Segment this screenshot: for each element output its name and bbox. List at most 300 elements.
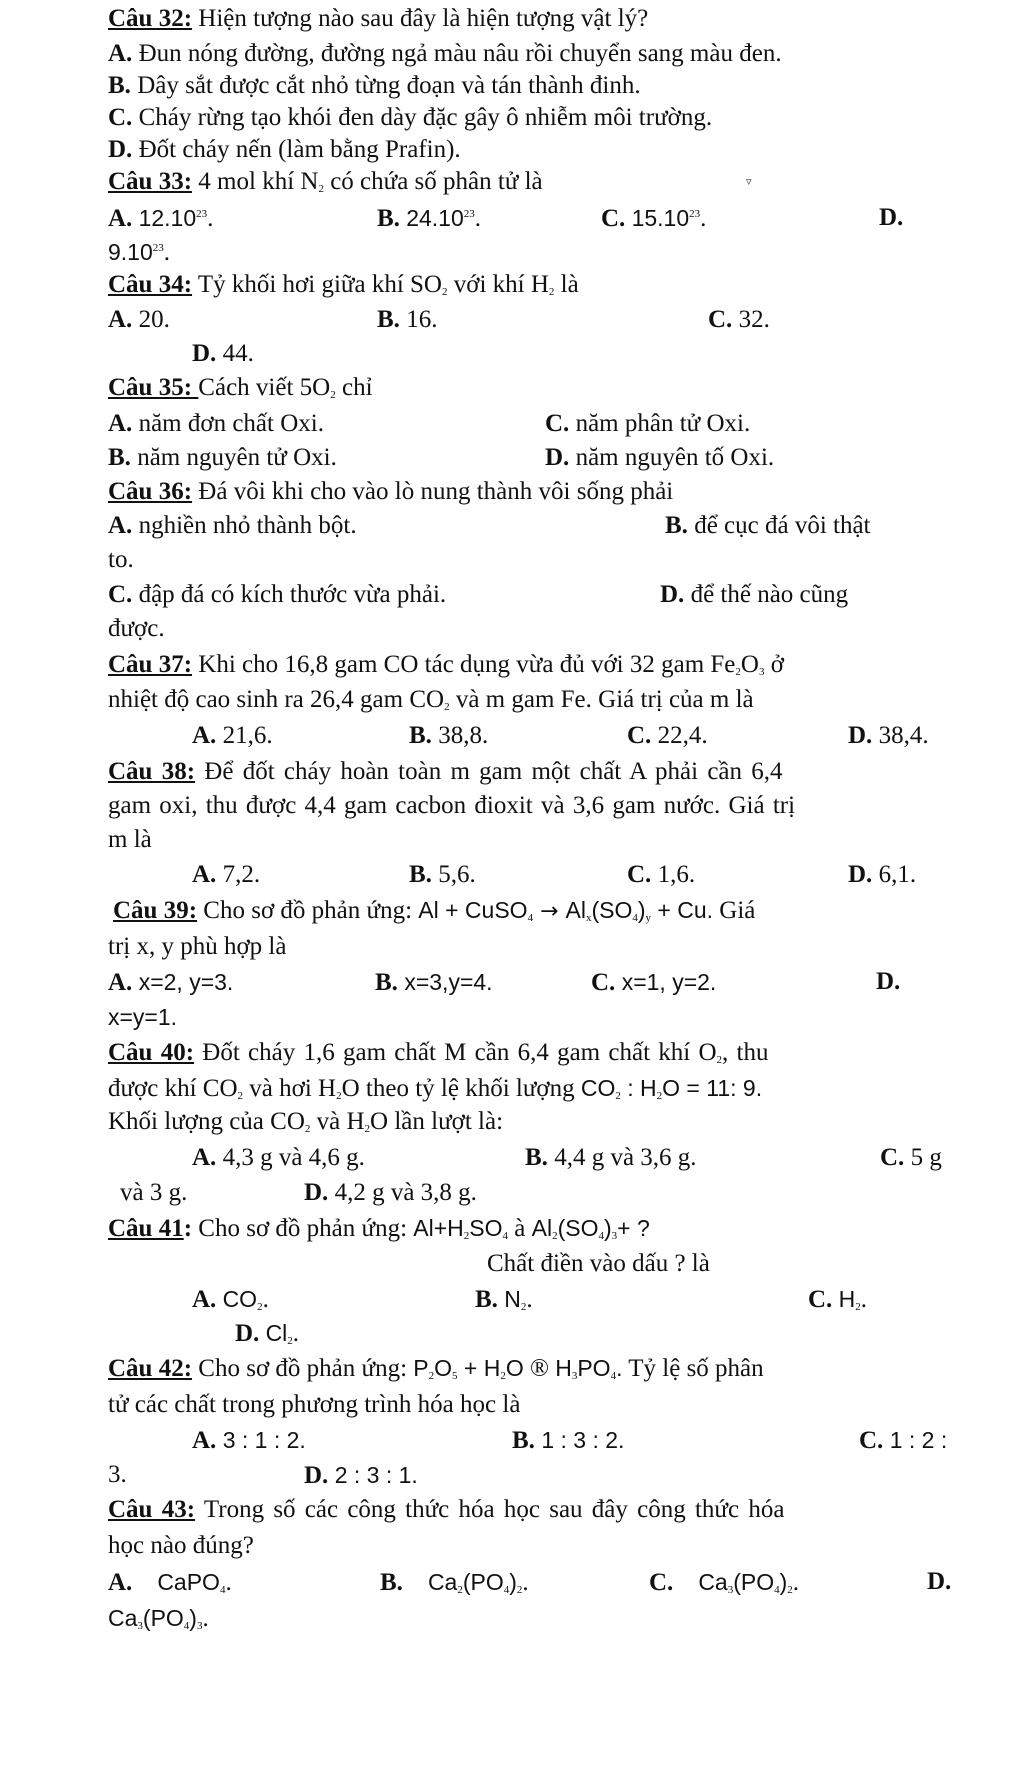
option-text: x=2, y=3. xyxy=(132,969,234,995)
q43-option-d xyxy=(927,1567,951,1597)
option-key: D. xyxy=(545,444,570,471)
option-key: C. xyxy=(808,1286,833,1313)
q35-option-a xyxy=(108,409,324,439)
formula: SO xyxy=(469,1215,503,1241)
stem-text: là xyxy=(554,271,579,298)
option-key: C. xyxy=(591,969,616,996)
option-key: A. xyxy=(192,861,217,888)
q34-option-d xyxy=(192,339,254,369)
subscript: 2 xyxy=(257,1301,263,1313)
question-40-stem xyxy=(108,1038,768,1068)
option-text: 1,6. xyxy=(651,861,696,888)
question-40-stem-line2 xyxy=(108,1073,762,1104)
option-text: 22,4. xyxy=(651,722,708,749)
question-41-label: Câu 41 xyxy=(108,1215,184,1242)
exponent: 23 xyxy=(463,208,475,220)
question-34-label: Câu 34: xyxy=(108,271,193,298)
stem-text: Cho sơ đồ phản ứng: xyxy=(197,897,419,924)
subscript: 2 xyxy=(520,1301,527,1313)
stem-text: Khối lượng của CO xyxy=(108,1108,305,1135)
subscript: 2 xyxy=(304,1123,311,1135)
option-key: C. xyxy=(627,722,652,749)
question-38-stem-line3: m là xyxy=(108,826,152,853)
option-value: 1 : 2 : xyxy=(883,1427,948,1453)
option-value: CaPO xyxy=(157,1569,220,1595)
q37-option-c xyxy=(627,721,708,751)
q42-option-a xyxy=(192,1425,306,1456)
question-35-label: Câu 35: xyxy=(108,374,199,401)
exponent: 23 xyxy=(152,242,164,254)
subscript: 4 xyxy=(502,1230,508,1242)
subscript: 2 xyxy=(552,1230,558,1242)
option-value: H xyxy=(838,1286,856,1312)
stem-text: Cách viết 5O xyxy=(198,374,331,401)
stem-text: ở xyxy=(764,651,784,678)
stem-text: , thu xyxy=(722,1039,769,1066)
option-text: năm nguyên tố Oxi. xyxy=(569,444,775,471)
q34-option-b xyxy=(377,305,437,335)
formula: O = 11: 9. xyxy=(662,1075,763,1101)
stem-text: Tỷ lệ số phân xyxy=(622,1355,764,1382)
formula: + Cu. xyxy=(651,897,714,923)
stem-text: với khí H xyxy=(447,271,549,298)
subscript: 2 xyxy=(548,286,555,298)
q40-option-c-cont: và 3 g. xyxy=(120,1179,188,1206)
q35-option-c xyxy=(545,409,750,439)
q39-option-d xyxy=(876,967,900,997)
stem-text: Khi cho 16,8 gam CO tác dụng vừa đủ với 32 gam Fe xyxy=(192,651,736,678)
triangle-marker-icon: ▿ xyxy=(746,175,752,188)
option-end: . xyxy=(526,1286,533,1313)
stem-text: Đốt cháy 1,6 gam chất M cần 6,4 gam chất khí O xyxy=(194,1039,717,1066)
subscript: 2 xyxy=(615,1090,621,1102)
q41-option-b xyxy=(475,1284,533,1315)
option-key: A. xyxy=(108,205,133,232)
question-33-stem xyxy=(108,167,543,197)
stem-text: Trong số các công thức hóa học sau đây công thức hóa xyxy=(195,1496,785,1523)
reaction-arrow-icon: ® xyxy=(523,1355,556,1382)
subscript: 2 xyxy=(444,701,450,713)
option-key: D. xyxy=(192,340,217,367)
stem-text: có chứa số phân tử là xyxy=(323,168,543,195)
subscript: 3 xyxy=(758,666,765,678)
option-key: B. xyxy=(409,861,432,888)
option-key: B. xyxy=(377,205,400,232)
q32-option-b xyxy=(108,71,641,101)
subscript: 2 xyxy=(457,1584,463,1596)
subscript: 3 xyxy=(727,1584,734,1596)
q41-option-d xyxy=(235,1318,299,1349)
subscript: 2 xyxy=(500,1370,506,1382)
question-37-label: Câu 37: xyxy=(108,651,193,678)
option-key: A. xyxy=(192,1286,217,1313)
option-end: . xyxy=(262,1286,269,1313)
q38-option-b xyxy=(409,860,476,890)
subscript: 2 xyxy=(428,1370,435,1382)
option-text: để thế nào cũng xyxy=(684,581,849,608)
option-text: Đun nóng đường, đường ngả màu nâu rồi chuyển sang màu đen. xyxy=(132,40,782,67)
q41-option-a xyxy=(192,1284,269,1315)
subscript: 4 xyxy=(527,912,534,924)
formula: . xyxy=(616,1355,623,1381)
subscript: 2 xyxy=(287,1335,293,1347)
question-40-label: Câu 40: xyxy=(108,1039,195,1066)
q36-option-b-cont: to. xyxy=(108,546,134,573)
question-38-stem xyxy=(108,757,783,787)
option-key: C. xyxy=(108,104,133,131)
question-39-stem-line2: trị x, y phù hợp là xyxy=(108,933,287,960)
option-text: x=3,y=4. xyxy=(397,969,493,995)
option-text: năm nguyên tử Oxi. xyxy=(130,444,337,471)
option-end: . xyxy=(474,205,481,232)
question-35-stem xyxy=(108,373,373,403)
option-text: 4,3 g và 4,6 g. xyxy=(216,1144,365,1171)
option-end: . xyxy=(207,205,214,232)
question-42-stem xyxy=(108,1353,764,1384)
option-key: A. xyxy=(108,40,133,67)
option-key: D. xyxy=(876,968,901,995)
option-key: C. xyxy=(859,1427,884,1454)
option-text: năm phân tử Oxi. xyxy=(569,410,751,437)
subscript: 2 xyxy=(516,1584,523,1596)
stem-text: Giá xyxy=(713,897,756,924)
q42-option-b xyxy=(512,1425,624,1456)
stem-text: Để đốt cháy hoàn toàn m gam một chất A phải cần 6,4 xyxy=(195,758,783,785)
subscript: 2 xyxy=(330,389,336,401)
formula: O xyxy=(434,1355,452,1381)
q38-option-c xyxy=(627,860,695,890)
q40-option-b xyxy=(525,1143,697,1173)
stem-text: nhiệt độ cao sinh ra 26,4 gam CO xyxy=(108,686,445,713)
question-41-stem-line2: Chất điền vào dấu ? là xyxy=(487,1250,710,1277)
option-value: CO xyxy=(222,1286,258,1312)
q39-option-d-value: x=y=1. xyxy=(108,1004,178,1030)
option-value: (PO xyxy=(733,1569,775,1595)
subscript: 3 xyxy=(137,1620,143,1632)
subscript: x xyxy=(585,912,592,924)
formula: Al xyxy=(531,1215,553,1241)
stem-text: và m gam Fe. Giá trị của m là xyxy=(449,686,754,713)
stem-text: chỉ xyxy=(335,374,373,401)
option-key: A. xyxy=(108,1569,133,1596)
subscript: 3 xyxy=(571,1370,578,1382)
q42-option-c-cont: 3. xyxy=(108,1461,127,1488)
formula: Al + CuSO xyxy=(418,897,528,923)
option-text: 5 g xyxy=(904,1144,942,1171)
option-text: 5,6. xyxy=(431,861,476,888)
subscript: 4 xyxy=(219,1584,226,1596)
option-key: B. xyxy=(375,969,398,996)
stem-text: và hơi H xyxy=(243,1075,337,1102)
question-40-stem-line3 xyxy=(108,1107,503,1137)
question-38-stem-line2: gam oxi, thu được 4,4 gam cacbon đioxit và 3,6 gam nước. Giá trị xyxy=(108,792,796,819)
option-key: A. xyxy=(192,1427,217,1454)
option-key: B. xyxy=(665,512,688,539)
stem-text: Cho sơ đồ phản ứng: xyxy=(192,1355,414,1382)
option-text: 20. xyxy=(132,306,170,333)
option-value: (PO xyxy=(142,1605,184,1631)
q43-option-c xyxy=(649,1567,799,1598)
option-text: 6,1. xyxy=(872,861,917,888)
q42-option-c xyxy=(859,1425,947,1456)
subscript: 2 xyxy=(716,1054,723,1066)
option-key: D. xyxy=(108,136,133,163)
q37-option-a xyxy=(192,721,273,751)
option-text: Cháy rừng tạo khói đen dày đặc gây ô nhiễm môi trường. xyxy=(132,104,713,131)
formula: P xyxy=(413,1355,429,1381)
subscript: 2 xyxy=(855,1301,861,1313)
q36-option-c xyxy=(108,580,446,610)
subscript: 4 xyxy=(774,1584,780,1596)
question-32-text: Hiện tượng nào sau đây là hiện tượng vật lý? xyxy=(192,5,649,32)
formula: ) xyxy=(637,897,646,923)
option-end: . xyxy=(292,1320,300,1347)
stem-text: Tỷ khối hơi giữa khí SO xyxy=(192,271,442,298)
question-39-label: Câu 39: xyxy=(113,897,198,924)
question-38-label: Câu 38: xyxy=(108,758,196,785)
subscript: 4 xyxy=(503,1584,510,1596)
q40-option-a xyxy=(192,1143,365,1173)
subscript: 2 xyxy=(787,1584,793,1596)
formula: CO xyxy=(580,1075,616,1101)
stem-text: Đá vôi khi cho vào lò nung thành vôi sống phải xyxy=(192,478,674,505)
subscript: 3 xyxy=(196,1620,203,1632)
option-end: . xyxy=(792,1569,800,1596)
reaction-arrow-icon: → xyxy=(533,899,566,924)
option-value: ) xyxy=(509,1569,517,1595)
option-key: A. xyxy=(192,1144,217,1171)
option-key: B. xyxy=(525,1144,548,1171)
option-key: D. xyxy=(660,581,685,608)
q32-option-c xyxy=(108,103,712,133)
q33-option-d xyxy=(879,203,903,233)
option-key: D. xyxy=(927,1568,952,1595)
subscript: 2 xyxy=(318,183,324,195)
formula: (SO xyxy=(591,897,633,923)
option-value: Cl xyxy=(265,1320,288,1346)
q43-option-d-value xyxy=(108,1603,209,1634)
stem-text: Cho sơ đồ phản ứng: xyxy=(192,1215,414,1242)
subscript: 2 xyxy=(336,1090,342,1102)
option-key: C. xyxy=(649,1569,674,1596)
question-32-stem xyxy=(108,4,648,34)
q43-option-a xyxy=(108,1567,232,1598)
formula: + ? xyxy=(617,1215,650,1241)
option-value: Ca xyxy=(427,1569,458,1595)
q35-option-d xyxy=(545,443,774,473)
q36-option-d xyxy=(660,580,848,610)
q42-option-d xyxy=(304,1460,418,1491)
option-key: B. xyxy=(409,722,432,749)
q38-option-a xyxy=(192,860,260,890)
option-end: . xyxy=(522,1569,529,1596)
option-key: A. xyxy=(108,969,133,996)
stem-text: O lần lượt là: xyxy=(370,1108,504,1135)
question-37-stem xyxy=(108,650,784,680)
option-key: C. xyxy=(108,581,133,608)
option-text: 38,8. xyxy=(431,722,489,749)
q33-option-d-value xyxy=(108,237,170,268)
option-text: đập đá có kích thước vừa phải. xyxy=(132,581,447,608)
q33-option-a xyxy=(108,203,213,234)
option-key: D. xyxy=(848,722,873,749)
option-key: C. xyxy=(545,410,570,437)
subscript: 2 xyxy=(463,1230,470,1242)
q36-option-b xyxy=(665,511,871,541)
option-value: 3 : 1 : 2. xyxy=(216,1427,306,1453)
exponent: 23 xyxy=(196,208,208,220)
option-end: . xyxy=(860,1286,867,1313)
option-key: A. xyxy=(192,722,217,749)
option-value: ) xyxy=(779,1569,788,1595)
option-text: x=1, y=2. xyxy=(615,969,717,995)
option-key: B. xyxy=(108,444,131,471)
q39-option-b xyxy=(375,967,493,998)
stem-text: O theo tỷ lệ khối lượng xyxy=(341,1075,581,1102)
subscript: y xyxy=(645,912,651,924)
subscript: 2 xyxy=(656,1090,663,1102)
option-text: 7,2. xyxy=(216,861,261,888)
question-32-label: Câu 32: xyxy=(108,5,193,32)
stem-text: và H xyxy=(310,1108,365,1135)
option-value: ) xyxy=(189,1605,197,1631)
option-text: 44. xyxy=(216,340,254,367)
formula: O xyxy=(505,1355,524,1381)
subscript: 5 xyxy=(452,1370,458,1382)
q32-option-a xyxy=(108,39,782,69)
subscript: 4 xyxy=(598,1230,604,1242)
stem-text: O xyxy=(740,651,759,678)
option-key: B. xyxy=(475,1286,498,1313)
q37-option-d xyxy=(848,721,929,751)
option-key: D. xyxy=(848,861,873,888)
option-key: A. xyxy=(108,410,133,437)
option-key: D. xyxy=(304,1179,329,1206)
option-key: D. xyxy=(879,204,904,231)
question-43-stem xyxy=(108,1495,784,1525)
formula: PO xyxy=(577,1355,611,1381)
formula: ) xyxy=(603,1215,612,1241)
option-value: 9.10 xyxy=(108,239,153,265)
question-37-stem-line2 xyxy=(108,685,754,715)
option-value: 24.10 xyxy=(406,205,464,231)
formula: (SO xyxy=(557,1215,599,1241)
question-43-stem-line2: học nào đúng? xyxy=(108,1532,254,1559)
q40-option-c xyxy=(880,1143,942,1173)
formula: : H xyxy=(620,1075,657,1101)
question-41-colon: : xyxy=(183,1215,193,1242)
q40-option-d xyxy=(304,1178,477,1208)
option-text: 4,4 g và 3,6 g. xyxy=(547,1144,697,1171)
option-value: Ca xyxy=(698,1569,728,1595)
question-36-label: Câu 36: xyxy=(108,478,193,505)
option-value: 1 : 3 : 2. xyxy=(534,1427,625,1453)
q34-option-a xyxy=(108,305,170,335)
option-end: . xyxy=(225,1569,232,1596)
q35-option-b xyxy=(108,443,337,473)
option-key: D. xyxy=(235,1320,260,1347)
option-text: 38,4. xyxy=(872,722,929,749)
subscript: 4 xyxy=(183,1620,190,1632)
question-42-label: Câu 42: xyxy=(108,1355,193,1382)
option-key: B. xyxy=(377,306,400,333)
option-text: năm đơn chất Oxi. xyxy=(132,410,324,437)
subscript: 2 xyxy=(735,666,741,678)
option-value: 12.10 xyxy=(138,205,197,231)
formula: Al+H xyxy=(413,1215,464,1241)
option-end: . xyxy=(700,205,707,232)
option-end: . xyxy=(202,1605,209,1632)
q33-option-b xyxy=(377,203,481,234)
q41-option-c xyxy=(808,1284,867,1315)
option-key: B. xyxy=(380,1569,403,1596)
question-41-stem xyxy=(108,1213,650,1244)
option-key: A. xyxy=(108,306,133,333)
formula: H xyxy=(555,1355,572,1381)
reaction-arrow-icon: à xyxy=(508,1215,532,1242)
subscript: 2 xyxy=(237,1090,244,1102)
option-value: N xyxy=(504,1286,521,1312)
q36-option-d-cont: được. xyxy=(108,615,165,642)
option-text: Đốt cháy nến (làm bằng Prafin). xyxy=(132,136,461,163)
q33-option-c xyxy=(601,203,706,234)
option-value: Ca xyxy=(108,1605,138,1631)
option-key: D. xyxy=(304,1462,329,1489)
q36-option-a xyxy=(108,511,357,541)
option-key: C. xyxy=(708,306,733,333)
option-value: 2 : 3 : 1. xyxy=(328,1462,418,1488)
question-43-label: Câu 43: xyxy=(108,1496,196,1523)
question-34-stem xyxy=(108,270,579,300)
option-text: nghiền nhỏ thành bột. xyxy=(132,512,357,539)
option-text: 4,2 g và 3,8 g. xyxy=(328,1179,477,1206)
question-33-label: Câu 33: xyxy=(108,168,193,195)
q39-option-c xyxy=(591,967,716,998)
option-key: A. xyxy=(108,512,133,539)
option-value: (PO xyxy=(462,1569,504,1595)
q38-option-d xyxy=(848,860,916,890)
option-key: B. xyxy=(108,72,131,99)
q43-option-b xyxy=(380,1567,529,1598)
question-36-stem xyxy=(108,477,673,507)
exponent: 23 xyxy=(689,208,701,220)
subscript: 2 xyxy=(364,1123,371,1135)
q37-option-b xyxy=(409,721,488,751)
option-text: 21,6. xyxy=(216,722,273,749)
option-key: B. xyxy=(512,1427,535,1454)
q34-option-c xyxy=(708,305,770,335)
q32-option-d xyxy=(108,135,461,165)
formula: Al xyxy=(565,897,586,923)
option-text: để cục đá vôi thật xyxy=(687,512,871,539)
option-text: Dây sắt được cắt nhỏ từng đoạn và tán thành đinh. xyxy=(130,72,641,99)
stem-text: 4 mol khí N xyxy=(192,168,319,195)
option-key: C. xyxy=(627,861,652,888)
subscript: 3 xyxy=(611,1230,618,1242)
option-text: 32. xyxy=(732,306,770,333)
subscript: 4 xyxy=(632,912,638,924)
question-39-stem xyxy=(113,895,755,927)
option-text: 16. xyxy=(399,306,438,333)
option-end: . xyxy=(163,239,171,266)
option-value: 15.10 xyxy=(631,205,690,231)
option-key: C. xyxy=(601,205,626,232)
stem-text: được khí CO xyxy=(108,1075,238,1102)
q39-option-a xyxy=(108,967,233,998)
question-42-stem-line2: tử các chất trong phương trình hóa học là xyxy=(108,1391,521,1418)
formula: + H xyxy=(457,1355,501,1381)
subscript: 2 xyxy=(441,286,448,298)
